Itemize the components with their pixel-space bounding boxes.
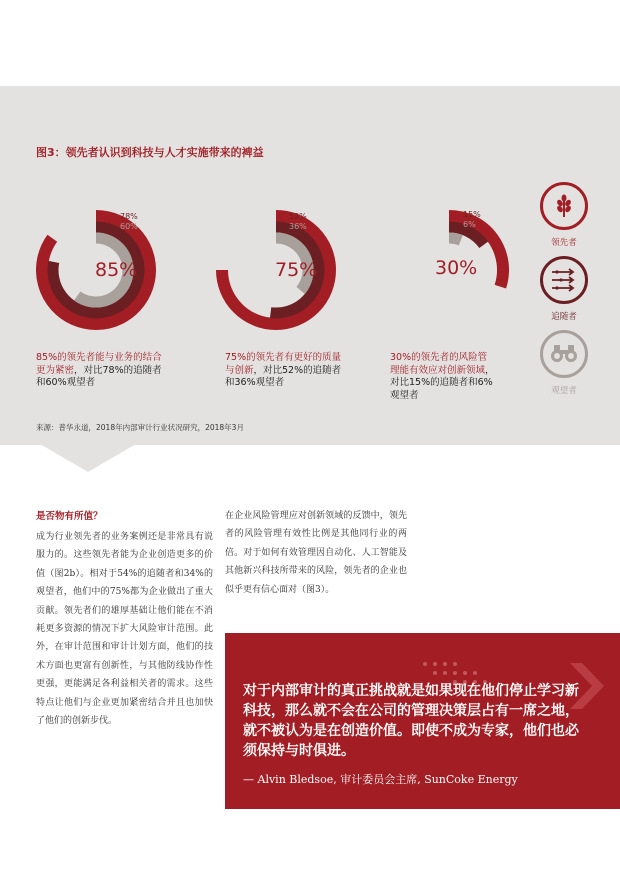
figure-source: 来源：普华永道，2018年内部审计行业状况研究，2018年3月 [36,423,244,432]
caption-2-line1: 75%的领先者有更好的质量 [225,352,342,363]
panel-notch [40,444,136,472]
ring-labels-2 [289,212,307,232]
body-column-2: 在企业风险管理应对创新领域的反馈中，领先者的风险管理有效性比例是其他同行业的两倍。对于如何有效管理因自动化、人工智能及其他新兴科技所带来的风险，领先者的企业也似乎更有信心面对（图3）。 [225,511,407,595]
ring-labels-1 [120,212,138,232]
inner-label-3: 6% [463,220,476,229]
caption-3-line1: 30%的领先者的风险管 [390,352,488,363]
body-column-1: 成为行业领先者的业务案例还是非常具有说服力的。这些领先者能为企业创造更多的价值（图2b）。相对于54%的追随者和34%的观望者，他们中的75%都为企业做出了重大贡献。领先者们的雄厚基础让他们能在不消耗更多资源的情况下扩大风险审计范围。此外，在审计范围和审计计划方面，他们的技术方面也更富有创新性，与其他防线协作性更强，更能满足各利益相关者的需求。这些特点让他们与企业更加紧密结合并且也加快了他们的创新步伐。 [36,532,213,727]
legend-observers [539,330,589,396]
middle-label-3: 15% [463,210,481,219]
caption-3 [390,352,530,402]
middle-label-2: 52% [289,212,307,221]
caption-2 [225,352,395,390]
section-title: 是否物有所值？ [36,511,103,522]
quote-text: 对于内部审计的真正挑战就是如果现在他们停止学习新科技，那么就不会在公司的管理决策层占有一席之地，就不被认为是在创造价值。即使不成为专家，他们也必须保持与时俱进。 [243,683,579,759]
caption-3-line4: 观望者 [390,389,419,401]
caption-2-line3: 和36%观望者 [225,377,285,388]
caption-1-line2: 更为紧密 [36,364,75,376]
legend-label-observers: 观望者 [551,386,577,396]
center-label-1: 85% [95,259,138,281]
caption-1-line3: 和60%观望者 [36,377,96,388]
legend-followers [539,256,589,322]
middle-label-1: 78% [120,212,138,221]
caption-1 [36,352,216,390]
caption-3-line3: 对比15%的追随者和6% [390,377,493,388]
caption-1-line1: 85%的领先者能与业务的结合 [36,352,162,363]
legend-circle-observers [540,330,588,378]
caption-1-line2b: ，对比78%的追随者 [74,364,162,376]
figure-title: 图3：领先者认识到科技与人才实施带来的裨益 [36,146,264,159]
center-label-3: 30% [435,257,478,279]
wheat-icon [550,192,578,220]
caption-3-line2: 理能有效应对创新领域 [390,364,486,376]
arrows-icon [549,267,579,293]
quote-attribution: — Alvin Bledsoe, 审计委员会主席, SunCoke Energy [243,773,518,786]
ring-labels-3 [463,210,481,230]
center-label-2: 75% [275,259,318,281]
legend-label-followers: 追随者 [551,312,577,322]
caption-3-line2b: ， [485,364,495,376]
legend-leaders [539,182,589,248]
binoculars-icon [549,342,579,366]
legend-label-leaders: 领先者 [551,238,577,248]
inner-label-1: 60% [120,222,138,231]
ring-inner-3 [449,238,461,240]
caption-2-line2: 与创新 [225,364,254,376]
legend-circle-leaders [540,182,588,230]
legend-circle-followers [540,256,588,304]
inner-label-2: 36% [289,222,307,231]
quote-box [225,633,620,809]
caption-2-line2b: ，对比52%的追随者 [253,364,342,376]
